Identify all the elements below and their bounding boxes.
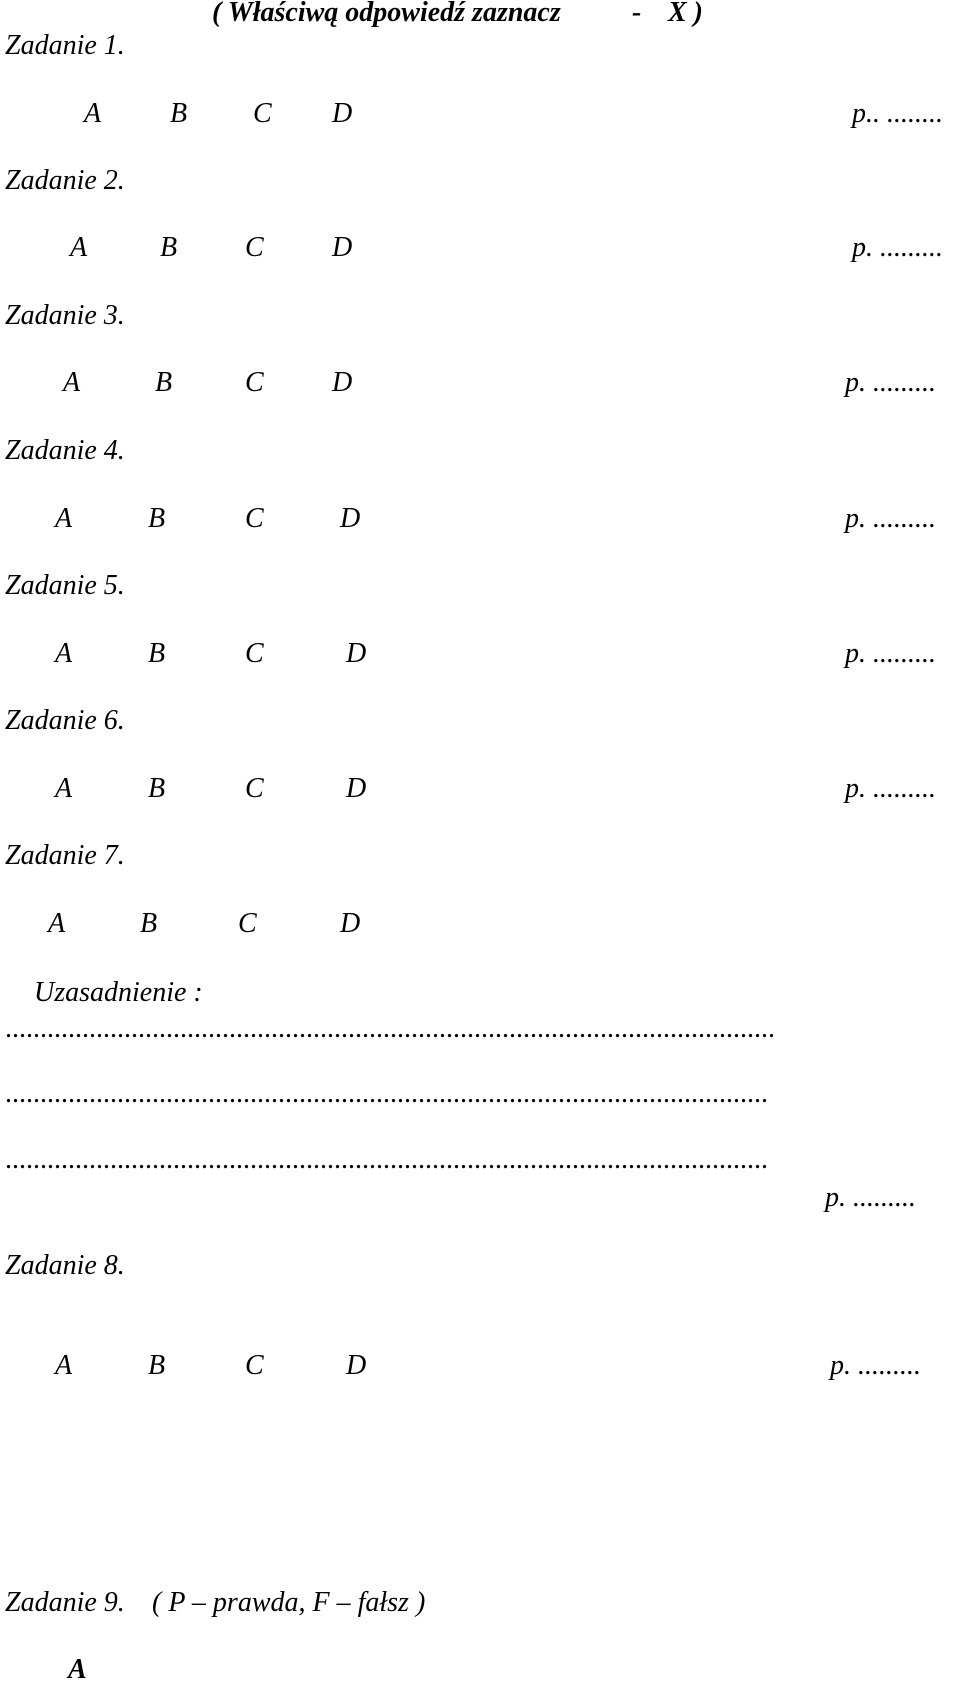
task-subtitle: ( P – prawda, F – fałsz ) — [152, 1587, 426, 1618]
task-title: Zadanie 5. — [5, 570, 125, 601]
points-field[interactable]: p. ......... — [852, 232, 943, 263]
option-b[interactable]: B — [170, 98, 188, 129]
task-title: Zadanie 2. — [5, 165, 125, 196]
task-title: Zadanie 3. — [5, 300, 125, 331]
option-a[interactable]: A — [48, 908, 66, 939]
option-b[interactable]: B — [148, 1350, 166, 1381]
option-c[interactable]: C — [245, 503, 264, 534]
points-field[interactable]: p. ......... — [830, 1350, 921, 1381]
task-title: Zadanie 9. — [5, 1587, 125, 1618]
option-b[interactable]: B — [148, 638, 166, 669]
option-d[interactable]: D — [332, 367, 353, 398]
option-c[interactable]: C — [253, 98, 272, 129]
option-a[interactable]: A — [55, 503, 73, 534]
option-c[interactable]: C — [245, 1350, 264, 1381]
option-c[interactable]: C — [245, 367, 264, 398]
option-b[interactable]: B — [148, 773, 166, 804]
option-a[interactable]: A — [68, 1654, 87, 1685]
instructions — [212, 0, 561, 29]
task-title: Zadanie 8. — [5, 1250, 125, 1281]
option-d[interactable]: D — [332, 98, 353, 129]
option-d[interactable]: D — [346, 773, 367, 804]
option-a[interactable]: A — [55, 773, 73, 804]
option-a[interactable]: A — [55, 638, 73, 669]
justification-line[interactable]: ............................................................................................................. — [5, 1078, 768, 1109]
points-field[interactable]: p. ......... — [845, 638, 936, 669]
option-c[interactable]: C — [245, 773, 264, 804]
justification-line[interactable]: .............................................................................................................. — [5, 1013, 775, 1044]
option-d[interactable]: D — [340, 503, 361, 534]
instruction-text: ( Właściwą odpowiedź zaznacz — [212, 0, 561, 28]
instruction-dash: - — [632, 0, 642, 28]
option-b[interactable]: B — [148, 503, 166, 534]
option-a[interactable]: A — [63, 367, 81, 398]
option-a[interactable]: A — [84, 98, 102, 129]
option-d[interactable]: D — [346, 1350, 367, 1381]
option-a[interactable]: A — [55, 1350, 73, 1381]
task-title: Zadanie 7. — [5, 840, 125, 871]
option-c[interactable]: C — [238, 908, 257, 939]
option-d[interactable]: D — [340, 908, 361, 939]
option-c[interactable]: C — [245, 638, 264, 669]
option-d[interactable]: D — [332, 232, 353, 263]
option-b[interactable]: B — [160, 232, 178, 263]
points-field[interactable]: p. ......... — [825, 1182, 916, 1213]
task-title: Zadanie 1. — [5, 30, 125, 61]
option-b[interactable]: B — [155, 367, 173, 398]
instruction-mark: X ) — [668, 0, 703, 28]
option-c[interactable]: C — [245, 232, 264, 263]
task-title: Zadanie 4. — [5, 435, 125, 466]
option-d[interactable]: D — [346, 638, 367, 669]
points-field[interactable]: p. ......... — [845, 367, 936, 398]
justification-line[interactable]: ............................................................................................................. — [5, 1144, 768, 1175]
option-b[interactable]: B — [140, 908, 158, 939]
points-field[interactable]: p.. ........ — [852, 98, 943, 129]
option-a[interactable]: A — [70, 232, 88, 263]
justification-label: Uzasadnienie : — [34, 977, 203, 1008]
task-title: Zadanie 6. — [5, 705, 125, 736]
points-field[interactable]: p. ......... — [845, 773, 936, 804]
points-field[interactable]: p. ......... — [845, 503, 936, 534]
